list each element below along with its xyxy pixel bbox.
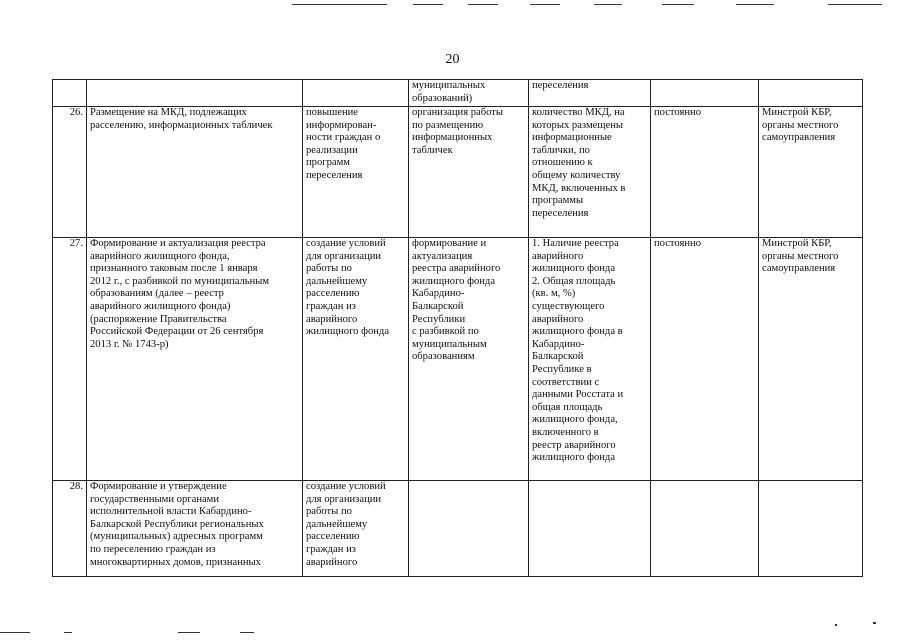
goal-cell: создание условий для организации работы по дальнейшему расселению граждан из аварийного: [303, 481, 409, 577]
scan-artifact-top: [662, 4, 694, 5]
period-cell: постоянно: [651, 238, 759, 481]
task-cell: формирование и актуализация реестра аварийного жилищного фонда Кабардино- Балкарской Республики с разбивкой по муниципальным образованиям: [409, 238, 529, 481]
responsible-cell: Минстрой КБР, органы местного самоуправления: [759, 107, 863, 238]
scan-artifact-top: [736, 4, 774, 5]
scan-artifact-top: [530, 4, 560, 5]
scan-artifact-dot: [873, 622, 876, 624]
table-row: [53, 107, 863, 238]
table-row: [53, 481, 863, 577]
responsible-cell: [759, 80, 863, 107]
measures-table: [52, 79, 863, 577]
scan-artifact-bottom: [178, 632, 200, 633]
scan-artifact-top: [468, 4, 498, 5]
task-cell: организация работы по размещению информационных табличек: [409, 107, 529, 238]
task-cell: муниципальных образований): [409, 80, 529, 107]
page-number: 20: [445, 52, 460, 67]
scan-artifact-top: [292, 4, 387, 5]
responsible-cell: Минстрой КБР, органы местного самоуправления: [759, 238, 863, 481]
row-number: 26.: [53, 107, 87, 238]
scan-artifact-top: [413, 4, 443, 5]
table-row: [53, 238, 863, 481]
row-number: [53, 80, 87, 107]
goal-cell: повышение информирован- ности граждан о реализации программ переселения: [303, 107, 409, 238]
scan-artifact-bottom: [64, 632, 72, 633]
table-row: [53, 80, 863, 107]
indicator-cell: 1. Наличие реестра аварийного жилищного фонда 2. Общая площадь (кв. м, %) существующего аварийного жилищного фонда в Кабардино- Балкарской Республике в соответствии с данными Росстата и общая площадь жилищного фонда, включенного в реестр аварийного жилищного фонда: [529, 238, 651, 481]
goal-cell: [303, 80, 409, 107]
period-cell: [651, 80, 759, 107]
period-cell: постоянно: [651, 107, 759, 238]
scan-artifact-bottom: [240, 632, 254, 633]
task-cell: [409, 481, 529, 577]
indicator-cell: переселения: [529, 80, 651, 107]
activity-cell: Формирование и утверждение государственными органами исполнительной власти Кабардино- Балкарской Республики региональных (муниципальных) адресных программ по переселению граждан из многоквартирных домов, признанных: [87, 481, 303, 577]
indicator-cell: количество МКД, на которых размещены информационные таблички, по отношению к общему количеству МКД, включенных в программы переселения: [529, 107, 651, 238]
activity-cell: [87, 80, 303, 107]
row-number: 28.: [53, 481, 87, 577]
indicator-cell: [529, 481, 651, 577]
period-cell: [651, 481, 759, 577]
activity-cell: Формирование и актуализация реестра аварийного жилищного фонда, признанного таковым после 1 января 2012 г., с разбивкой по муниципальным образованиям (далее – реестр аварийного жилищного фонда) (распоряжение Правительства Российской Федерации от 26 сентября 2013 г. № 1743-р): [87, 238, 303, 481]
scan-artifact-bottom: [0, 632, 30, 633]
scan-artifact-top: [594, 4, 622, 5]
goal-cell: создание условий для организации работы по дальнейшему расселению граждан из аварийного жилищного фонда: [303, 238, 409, 481]
scan-artifact-top: [828, 4, 882, 5]
row-number: 27.: [53, 238, 87, 481]
scan-artifact-dot: [835, 624, 837, 626]
activity-cell: Размещение на МКД, подлежащих расселению, информационных табличек: [87, 107, 303, 238]
responsible-cell: [759, 481, 863, 577]
